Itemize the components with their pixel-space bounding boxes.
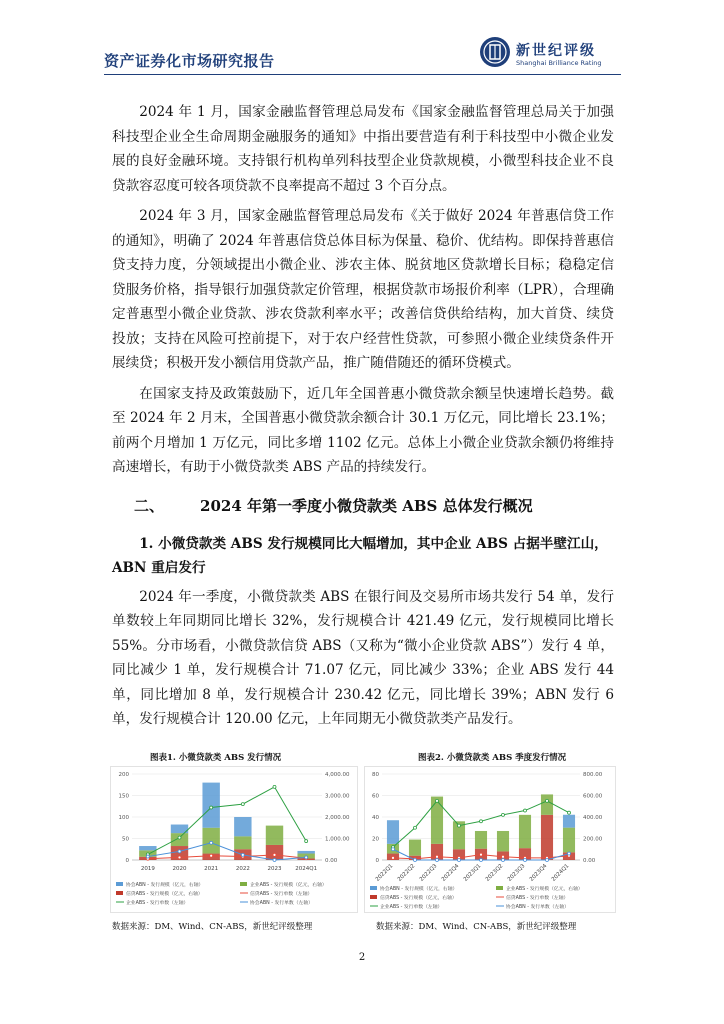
chart1-right-tick-label: 2,000.00 [325, 815, 350, 821]
chart2-point-s1-0 [392, 856, 395, 859]
chart2-point-s2-4 [480, 859, 483, 862]
chart1-x-tick-label: 2024Q1 [295, 866, 318, 872]
chart1-bar-s0-4 [266, 845, 283, 860]
chart1-point-s2-4 [273, 859, 276, 862]
chart2-bar-s1-8 [563, 828, 575, 853]
chart1-legend-label: 信贷ABS - 发行单数（左轴） [250, 892, 313, 897]
chart1-x-tick-label: 2019 [140, 866, 155, 872]
chart2-legend-label: 企业ABS - 发行单数（左轴） [380, 905, 443, 910]
chart2-right-tick-label: 600.00 [583, 793, 603, 800]
report-header-title: 资产证券化市场研究报告 [104, 52, 275, 70]
chart2-point-s2-1 [414, 859, 417, 862]
chart1-point-s1-4 [273, 853, 276, 856]
chart2-point-s0-8 [568, 811, 571, 814]
chart2-legend-label: 协会ABN - 发行单数（左轴） [506, 905, 569, 910]
chart1-right-tick-label: 1,000.00 [325, 836, 350, 843]
chart2-svg [364, 766, 616, 914]
page-number: 2 [358, 952, 366, 963]
chart1-left-tick-label: 50 [122, 836, 129, 843]
chart1-x-tick-label: 2020 [172, 866, 187, 872]
chart1-legend-label: 信贷ABS - 发行规模（亿元，右轴） [126, 892, 203, 897]
chart2-x-tick-label: 2022Q3 [418, 863, 439, 883]
subsection-heading: 1. 小微贷款类 ABS 发行规模同比大幅增加，其中企业 ABS 占据半壁江山，ABN 重启发行 [112, 535, 608, 576]
chart1-left-tick-label: 0 [125, 858, 129, 864]
chart2-point-s0-4 [480, 820, 483, 823]
chart1-left-tick-label: 200 [118, 772, 129, 778]
chart2-right-tick-label: 800.00 [583, 772, 603, 778]
chart2-title: 图表2. 小微贷款类 ABS 季度发行情况 [418, 753, 567, 763]
chart2-x-tick-label: 2024Q1 [550, 863, 571, 883]
chart2-point-s1-5 [502, 855, 505, 858]
chart2-left-tick-label: 0 [375, 858, 379, 864]
chart1-bar-s1-1 [171, 833, 188, 846]
chart2-x-tick-label: 2023Q3 [506, 863, 527, 883]
chart2-bar-s1-7 [541, 794, 553, 814]
chart2-left-tick-label: 60 [372, 793, 379, 800]
chart2-point-s0-1 [414, 826, 417, 829]
chart1-source: 数据来源：DM、Wind、CN-ABS，新世纪评级整理 [112, 922, 313, 932]
chart2-x-tick-label: 2023Q2 [484, 863, 505, 883]
chart1-bar-s1-3 [234, 836, 251, 849]
section-heading-text: 2024 年第一季度小微贷款类 ABS 总体发行概况 [200, 496, 533, 515]
chart1-point-s2-5 [305, 856, 308, 859]
chart1-x-tick-label: 2022 [235, 866, 250, 872]
chart1-bar-s2-5 [297, 851, 314, 854]
chart1-legend-label: 协会ABN - 发行规模（亿元，右轴） [126, 883, 204, 888]
chart2-legend-swatch [370, 895, 377, 899]
chart1-point-s2-3 [241, 853, 244, 856]
chart2-left-tick-label: 40 [372, 815, 379, 821]
chart2-legend-label: 信贷ABS - 发行单数（左轴） [506, 896, 569, 901]
chart2-point-s2-5 [502, 859, 505, 862]
chart2-point-s1-4 [480, 853, 483, 856]
chart2-point-s2-6 [524, 859, 527, 862]
chart2-bar-s1-1 [409, 840, 421, 856]
chart2-bar-s1-4 [475, 831, 487, 849]
report-body [112, 100, 614, 738]
chart2-legend-label: 信贷ABS - 发行规模（亿元，右轴） [380, 896, 457, 901]
logo-english-name: Shanghai Brilliance Rating [516, 59, 602, 67]
header-divider [104, 74, 621, 75]
chart1-x-tick-label: 2021 [204, 866, 219, 872]
chart2-point-s2-2 [436, 859, 439, 862]
chart2-point-s0-2 [436, 799, 439, 802]
chart2-point-s0-3 [458, 824, 461, 827]
section-heading [134, 494, 614, 518]
chart2-point-s0-7 [546, 799, 549, 802]
chart2-bar-s1-6 [519, 815, 531, 848]
chart1-bar-s2-2 [202, 783, 219, 828]
chart1-title: 图表1. 小微贷款类 ABS 发行情况 [150, 753, 282, 763]
paragraph-policy-mar: 2024 年 3 月，国家金融监督管理总局发布《关于做好 2024 年普惠信贷工作的通知》，明确了 2024 年普惠信贷总体目标为保量、稳价、优结构。即保持普惠信贷支持力度，分领域提出小微企业、涉农主体、脱贫地区贷款增长目标；稳稳定信贷服务价格，指导银行加强贷款定价管理，根据贷款市场报价利率（LPR），合理确定普惠型小微企业贷款、涉农贷款利率水平；改善信贷供给结构，加大首贷、续贷投放；支持在风险可控前提下，对于农户经营性贷款，可参照小微企业续贷条件开展续贷；积极开发小额信用贷款产品，推广随借随还的循环贷模式。 [112, 208, 614, 371]
chart1-point-s2-1 [178, 850, 181, 853]
chart2-bar-s2-8 [563, 815, 575, 828]
brilliance-logo-icon [479, 36, 511, 68]
chart2-bar-s0-7 [541, 815, 553, 860]
chart2-point-s0-5 [502, 813, 505, 816]
paragraph-q1-issuance: 2024 年一季度，小微贷款类 ABS 在银行间及交易所市场共发行 54 单，发行单数较上年同期同比增长 32%，发行规模合计 421.49 亿元，发行规模同比增长 55%。分市场看，小微贷款信贷 ABS（又称为“微小企业贷款 ABS”）发行 4 单，同比减少 1 单，发行规模合计 71.07 亿元，同比减少 33%；企业 ABS 发行 44 单，同比增加 8 单，发行规模合计 230.42 亿元，同比增长 39%；ABN 发行 6 单，发行规模合计 120.00 亿元，上年同期无小微贷款类产品发行。 [112, 588, 614, 727]
chart1-point-s0-3 [241, 803, 244, 806]
chart1-right-tick-label: 3,000.00 [325, 793, 350, 800]
chart2-legend-swatch [496, 886, 503, 890]
section-number: 二、 [134, 496, 165, 515]
chart1-point-s1-2 [210, 854, 213, 857]
chart2-x-tick-label: 2023Q4 [528, 863, 549, 883]
chart1-point-s1-1 [178, 856, 181, 859]
chart2-source: 数据来源：DM、Wind、CN-ABS，新世纪评级整理 [376, 922, 577, 932]
chart1-bar-s2-3 [234, 817, 251, 836]
chart2-x-tick-label: 2023Q1 [462, 863, 483, 883]
chart1-frame [111, 767, 358, 913]
chart1-point-s0-1 [178, 836, 181, 839]
chart1-legend-swatch [116, 891, 123, 895]
chart1-bar-s1-2 [202, 828, 219, 854]
chart1-legend-label: 协会ABN - 发行单数（左轴） [250, 901, 313, 906]
chart2-left-tick-label: 20 [372, 836, 379, 843]
chart2-legend-swatch [370, 886, 377, 890]
chart1-legend-swatch [240, 882, 247, 886]
chart2-left-tick-label: 80 [372, 772, 379, 778]
chart1-right-tick-label: 0.00 [325, 858, 338, 864]
chart1-point-s0-5 [305, 840, 308, 843]
chart1-right-tick-label: 4,000.00 [325, 772, 350, 778]
chart1-x-tick-label: 2023 [267, 866, 282, 872]
chart2-point-s2-3 [458, 859, 461, 862]
chart1-legend-label: 企业ABS - 发行规模（亿元，右轴） [250, 883, 327, 888]
paragraph-loan-balance: 在国家支持及政策鼓励下，近几年全国普惠小微贷款余额呈快速增长趋势。截至 2024 年 2 月末，全国普惠小微贷款余额合计 30.1 万亿元，同比增长 23.1%；前两个月增加 1 万亿元，同比多增 1102 亿元。总体上小微企业贷款余额仍将维持高速增长，有助于小微贷款类 ABS 产品的持续发行。 [112, 385, 614, 475]
chart1-svg [110, 766, 358, 914]
chart1-point-s2-0 [146, 855, 149, 858]
chart2-x-tick-label: 2022Q2 [396, 863, 417, 883]
chart2-legend-label: 企业ABS - 发行规模（亿元，右轴） [506, 887, 583, 892]
chart2-point-s2-0 [392, 848, 395, 851]
chart1-bar-s1-4 [266, 826, 283, 845]
chart2-point-s2-8 [568, 852, 571, 855]
logo-chinese-name: 新世纪评级 [516, 43, 596, 59]
chart1-point-s0-4 [273, 785, 276, 788]
chart1-point-s2-2 [210, 841, 213, 844]
chart2-point-s1-2 [436, 855, 439, 858]
chart1-left-tick-label: 100 [118, 815, 129, 821]
chart1-legend-swatch [116, 882, 123, 886]
chart1-bar-s2-0 [139, 846, 156, 850]
chart2-point-s2-7 [546, 859, 549, 862]
chart2-bar-s1-5 [497, 831, 509, 851]
chart2-x-tick-label: 2022Q4 [440, 863, 461, 883]
chart2-right-tick-label: 400.00 [583, 815, 603, 821]
chart2-bar-s1-2 [431, 797, 443, 844]
chart1-left-tick-label: 150 [118, 793, 129, 800]
chart2-bar-s2-0 [387, 820, 399, 844]
chart2-right-tick-label: 0.00 [583, 858, 596, 864]
chart1-legend-label: 企业ABS - 发行单数（左轴） [126, 901, 189, 906]
chart1-point-s0-2 [210, 806, 213, 809]
paragraph-policy-jan: 2024 年 1 月，国家金融监督管理总局发布《国家金融监督管理总局关于加强科技型企业全生命周期金融服务的通知》中指出要营造有利于科技型中小微企业发展的良好金融环境。支持银行机构单列科技型企业贷款规模，小微型科技企业不良贷款容忍度可较各项贷款不良率提高不超过 3 个百分点。 [112, 104, 614, 194]
chart2-point-s0-6 [524, 809, 527, 812]
chart2-right-tick-label: 200.00 [583, 836, 603, 843]
chart2-x-tick-label: 2022Q1 [374, 863, 395, 883]
chart2-legend-label: 协会ABN - 发行规模（亿元，右轴） [380, 887, 458, 892]
